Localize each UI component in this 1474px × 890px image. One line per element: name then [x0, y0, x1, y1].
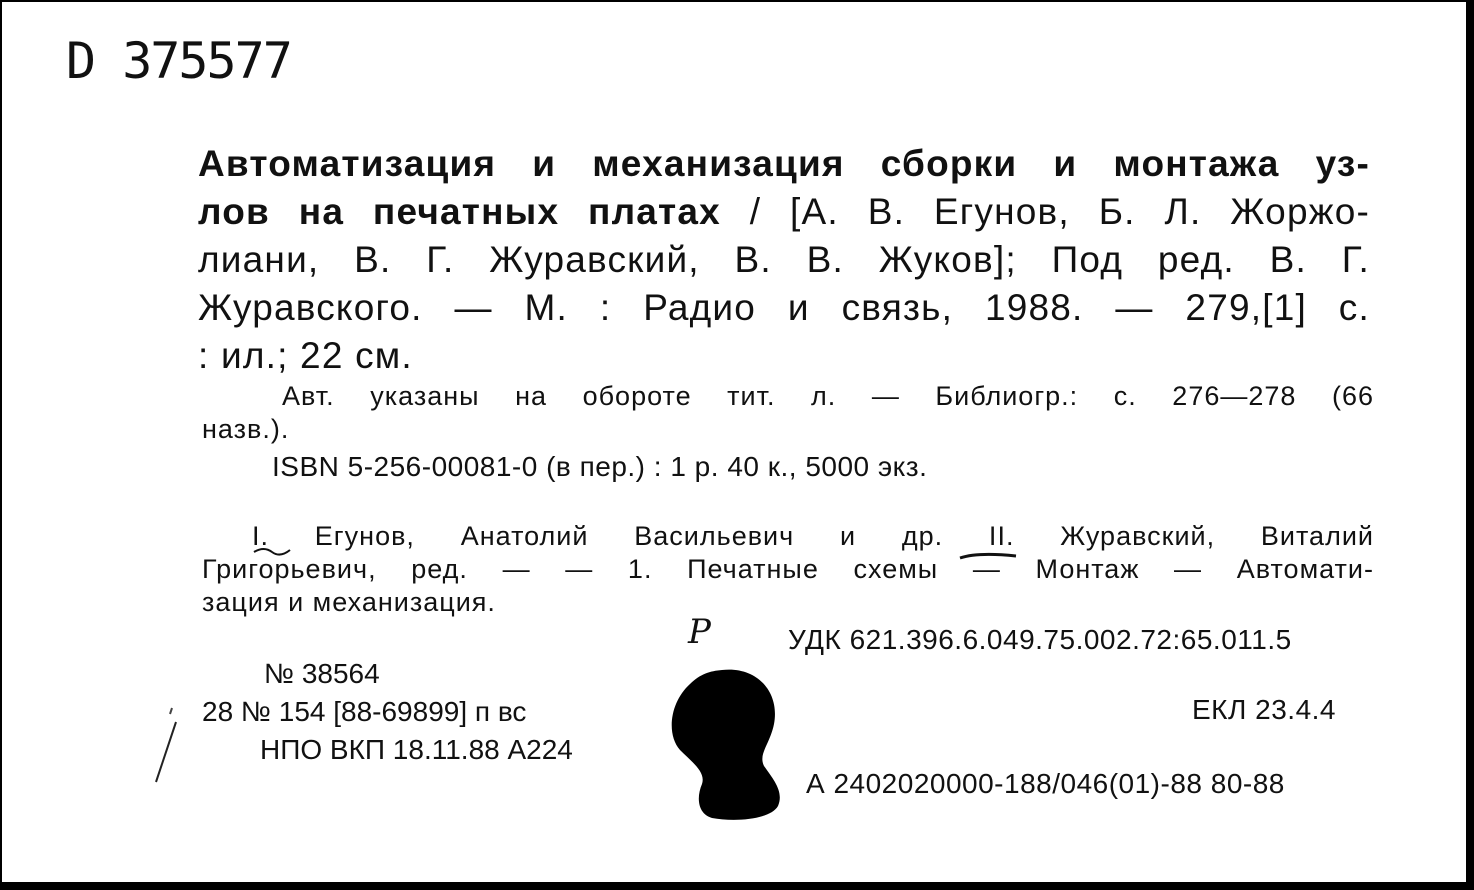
catalog-number: D 375577 [66, 32, 291, 90]
bib-line-5: : ил.; 22 см. [198, 335, 413, 376]
note-line-1: Авт. указаны на обороте тит. л. — Библиогр.: с. 276—278 (66 [282, 381, 1374, 411]
notes [202, 380, 1374, 446]
tracing-line-1: I. Егунов, Анатолий Васильевич и др. II. Журавский, Виталий [252, 521, 1374, 551]
bib-line-3: лиани, В. Г. Журавский, В. В. Жуков]; Под ред. В. Г. [198, 239, 1370, 280]
dash-overline-mark [958, 550, 1018, 566]
pencil-stroke-mark [142, 702, 192, 802]
note-line-2: назв.). [202, 414, 290, 444]
ink-blot-mark [662, 662, 792, 822]
tracing-line-3: зация и механизация. [202, 587, 496, 617]
classification-code: А 2402020000-188/046(01)-88 80-88 [806, 768, 1285, 799]
catalog-card [2, 2, 1470, 886]
authors-start: / [А. В. Егунов, Б. Л. Жоржо- [720, 191, 1370, 232]
bibliographic-description [198, 140, 1370, 380]
title-bold-2: лов на печатных платах [198, 191, 721, 232]
handwritten-mark: P [688, 612, 711, 652]
tracings [202, 520, 1374, 619]
bib-line-4: Журавского. — М. : Радио и связь, 1988. — 279,[1] с. [198, 287, 1370, 328]
udk-index: УДК 621.396.6.049.75.002.72:65.011.5 [788, 624, 1292, 655]
isbn-line: ISBN 5-256-00081-0 (в пер.) : 1 р. 40 к., 5000 экз. [272, 451, 928, 482]
tracing-underline-mark [252, 542, 292, 562]
bib-line-1 [198, 140, 1370, 188]
org-line: НПО ВКП 18.11.88 А224 [260, 734, 573, 765]
ekl-index: ЕКЛ 23.4.4 [1192, 694, 1336, 725]
bib-line-2 [198, 188, 1370, 236]
accession-number: № 38564 [264, 658, 380, 689]
title-bold-1: Автоматизация и механизация сборки и монтажа уз- [198, 143, 1370, 184]
order-line: 28 № 154 [88-69899] п вс [202, 696, 527, 727]
tracing-line-2: Григорьевич, ред. — — 1. Печатные схемы — Монтаж — Автомати- [202, 554, 1374, 584]
